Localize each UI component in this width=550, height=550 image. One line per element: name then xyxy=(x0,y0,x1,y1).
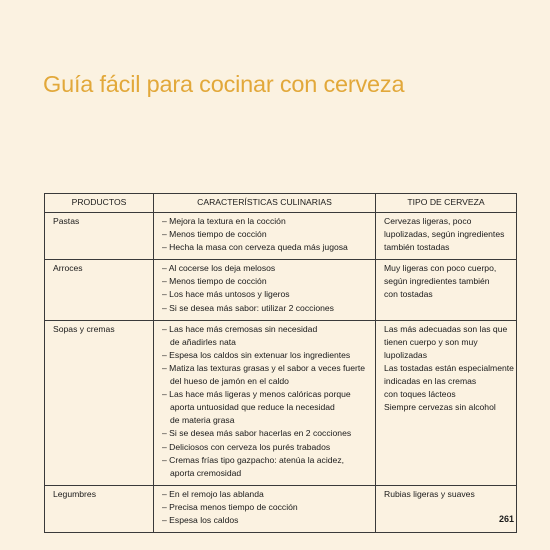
characteristic-line: – Si se desea más sabor: utilizar 2 cocciones xyxy=(162,302,334,313)
page-title: Guía fácil para cocinar con cerveza xyxy=(43,71,405,97)
beer-type-line: Rubias ligeras y suaves xyxy=(384,488,475,499)
table-body xyxy=(45,213,517,533)
beer-type-line: según ingredientes también xyxy=(384,276,490,287)
page-number: 261 xyxy=(498,514,514,524)
table-row xyxy=(45,320,517,485)
beer-type-line: Siempre cervezas sin alcohol xyxy=(384,402,496,413)
beer-type-line: lupolizadas xyxy=(384,349,427,360)
characteristic-line: – En el remojo las ablanda xyxy=(162,488,264,499)
characteristic-line: – Matiza las texturas grasas y el sabor a veces fuerte xyxy=(162,362,366,373)
characteristic-line: de añadirles nata xyxy=(170,336,236,347)
characteristic-line: – Los hace más untosos y ligeros xyxy=(162,289,290,300)
beer-cooking-guide-table xyxy=(44,193,517,533)
characteristic-line: de materia grasa xyxy=(170,415,235,426)
characteristic-line: aporta cremosidad xyxy=(170,467,242,478)
characteristic-line: – Espesa los caldos xyxy=(162,514,239,525)
characteristic-line: – Deliciosos con cerveza los purés trabados xyxy=(162,441,331,452)
beer-type-line: lupolizadas, según ingredientes xyxy=(384,229,505,240)
beer-type-cell xyxy=(376,320,517,485)
beer-type-line: también tostadas xyxy=(384,242,450,253)
beer-type-cell xyxy=(376,260,517,320)
characteristic-line: – Menos tiempo de cocción xyxy=(162,229,267,240)
characteristic-line: – Cremas frías tipo gazpacho: atenúa la acidez, xyxy=(162,454,345,465)
beer-type-line: Cervezas ligeras, poco xyxy=(384,216,472,226)
beer-type-line: Muy ligeras con poco cuerpo, xyxy=(384,263,497,274)
characteristic-line: aporta untuosidad que reduce la necesidad xyxy=(170,402,335,413)
beer-type-cell xyxy=(376,213,517,260)
header-productos: PRODUCTOS xyxy=(45,194,154,213)
table-row xyxy=(45,213,517,260)
characteristic-line: – Menos tiempo de cocción xyxy=(162,276,267,287)
table-header-row xyxy=(45,194,517,213)
beer-type-line: con tostadas xyxy=(384,289,433,300)
header-caracteristicas: CARACTERÍSTICAS CULINARIAS xyxy=(154,194,376,213)
table-row xyxy=(45,260,517,320)
characteristic-line: – Mejora la textura en la cocción xyxy=(162,216,286,226)
table-row xyxy=(45,485,517,532)
characteristics-cell xyxy=(154,213,376,260)
product-cell: Sopas y cremas xyxy=(45,320,154,485)
characteristic-line: – Precisa menos tiempo de cocción xyxy=(162,501,298,512)
characteristics-cell xyxy=(154,260,376,320)
characteristic-line: – Hecha la masa con cerveza queda más jugosa xyxy=(162,242,348,253)
characteristic-line: – Si se desea más sabor hacerlas en 2 cocciones xyxy=(162,428,352,439)
beer-type-line: con toques lácteos xyxy=(384,389,456,400)
product-cell: Legumbres xyxy=(45,485,154,532)
product-cell: Pastas xyxy=(45,213,154,260)
product-cell: Arroces xyxy=(45,260,154,320)
beer-type-line: Las tostadas están especialmente xyxy=(384,362,514,373)
characteristic-line: – Las hace más ligeras y menos calóricas porque xyxy=(162,389,351,400)
characteristic-line: – Al cocerse los deja melosos xyxy=(162,263,276,274)
beer-type-cell xyxy=(376,485,517,532)
characteristic-line: del hueso de jamón en el caldo xyxy=(170,376,289,387)
characteristic-line: – Las hace más cremosas sin necesidad xyxy=(162,323,318,334)
beer-type-line: tienen cuerpo y son muy xyxy=(384,336,478,347)
characteristics-cell xyxy=(154,485,376,532)
header-tipo-cerveza: TIPO DE CERVEZA xyxy=(376,194,517,213)
beer-type-line: indicadas en las cremas xyxy=(384,376,477,387)
characteristic-line: – Espesa los caldos sin extenuar los ingredientes xyxy=(162,349,351,360)
characteristics-cell xyxy=(154,320,376,485)
beer-type-line: Las más adecuadas son las que xyxy=(384,323,508,334)
